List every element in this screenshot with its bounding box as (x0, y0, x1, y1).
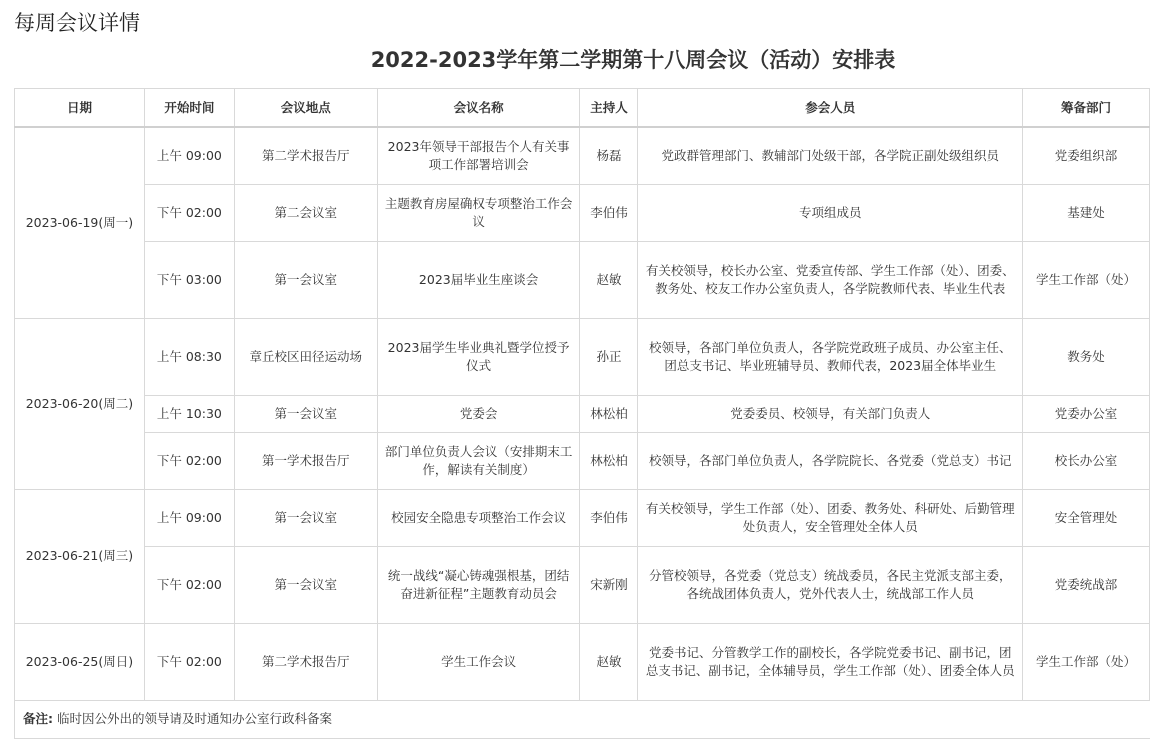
start-time-cell: 上午 09:00 (144, 127, 234, 184)
meeting-name-cell: 2023届毕业生座谈会 (377, 241, 580, 318)
column-header-location: 会议地点 (234, 89, 377, 128)
location-cell: 第二学术报告厅 (234, 127, 377, 184)
meeting-name-cell: 学生工作会议 (377, 623, 580, 700)
host-cell: 李伯伟 (580, 184, 638, 241)
department-cell: 党委组织部 (1023, 127, 1150, 184)
start-time-cell: 下午 03:00 (144, 241, 234, 318)
host-cell: 宋新刚 (580, 546, 638, 623)
department-cell: 党委办公室 (1023, 395, 1150, 432)
column-header-meeting-name: 会议名称 (377, 89, 580, 128)
start-time-cell: 下午 02:00 (144, 623, 234, 700)
note-cell (15, 700, 1150, 738)
column-header-attendees: 参会人员 (638, 89, 1023, 128)
page-heading: 每周会议详情 (14, 11, 140, 35)
meeting-name-cell: 党委会 (377, 395, 580, 432)
meeting-name-cell: 校园安全隐患专项整治工作会议 (377, 489, 580, 546)
start-time-cell: 下午 02:00 (144, 432, 234, 489)
department-cell: 党委统战部 (1023, 546, 1150, 623)
start-time-cell: 上午 08:30 (144, 318, 234, 395)
table-header-row (15, 89, 1150, 128)
location-cell: 第一会议室 (234, 546, 377, 623)
column-header-start-time: 开始时间 (144, 89, 234, 128)
attendees-cell: 党政群管理部门、教辅部门处级干部，各学院正副处级组织员 (638, 127, 1023, 184)
meeting-name-cell: 2023届学生毕业典礼暨学位授予仪式 (377, 318, 580, 395)
host-cell: 李伯伟 (580, 489, 638, 546)
note-label: 备注: (23, 711, 53, 726)
table-row (15, 127, 1150, 184)
start-time-cell: 上午 10:30 (144, 395, 234, 432)
start-time-cell: 上午 09:00 (144, 489, 234, 546)
host-cell: 赵敏 (580, 241, 638, 318)
meeting-name-cell: 2023年领导干部报告个人有关事项工作部署培训会 (377, 127, 580, 184)
table-row (15, 432, 1150, 489)
location-cell: 第一学术报告厅 (234, 432, 377, 489)
department-cell: 安全管理处 (1023, 489, 1150, 546)
attendees-cell: 分管校领导，各党委（党总支）统战委员，各民主党派支部主委，各统战团体负责人，党外代表人士，统战部工作人员 (638, 546, 1023, 623)
column-header-host: 主持人 (580, 89, 638, 128)
column-header-date: 日期 (15, 89, 145, 128)
attendees-cell: 党委书记、分管教学工作的副校长，各学院党委书记、副书记，团总支书记、副书记，全体辅导员，学生工作部（处）、团委全体人员 (638, 623, 1023, 700)
host-cell: 杨磊 (580, 127, 638, 184)
attendees-cell: 校领导，各部门单位负责人，各学院党政班子成员、办公室主任、团总支书记、毕业班辅导员、教师代表，2023届全体毕业生 (638, 318, 1023, 395)
column-header-department: 筹备部门 (1023, 89, 1150, 128)
attendees-cell: 有关校领导，学生工作部（处）、团委、教务处、科研处、后勤管理处负责人，安全管理处全体人员 (638, 489, 1023, 546)
table-row (15, 395, 1150, 432)
host-cell: 孙正 (580, 318, 638, 395)
meeting-name-cell: 部门单位负责人会议（安排期末工作，解读有关制度） (377, 432, 580, 489)
location-cell: 第二会议室 (234, 184, 377, 241)
table-row (15, 623, 1150, 700)
department-cell: 学生工作部（处） (1023, 623, 1150, 700)
attendees-cell: 专项组成员 (638, 184, 1023, 241)
date-cell: 2023-06-25(周日) (15, 623, 145, 700)
department-cell: 基建处 (1023, 184, 1150, 241)
department-cell: 教务处 (1023, 318, 1150, 395)
date-cell: 2023-06-21(周三) (15, 489, 145, 623)
date-cell: 2023-06-20(周二) (15, 318, 145, 489)
host-cell: 林松柏 (580, 432, 638, 489)
date-cell: 2023-06-19(周一) (15, 127, 145, 318)
location-cell: 第一会议室 (234, 489, 377, 546)
location-cell: 第一会议室 (234, 395, 377, 432)
table-row (15, 241, 1150, 318)
start-time-cell: 下午 02:00 (144, 546, 234, 623)
table-row (15, 318, 1150, 395)
host-cell: 林松柏 (580, 395, 638, 432)
attendees-cell: 校领导，各部门单位负责人，各学院院长、各党委（党总支）书记 (638, 432, 1023, 489)
location-cell: 章丘校区田径运动场 (234, 318, 377, 395)
note-row (15, 700, 1150, 738)
meeting-name-cell: 统一战线“凝心铸魂强根基，团结奋进新征程”主题教育动员会 (377, 546, 580, 623)
location-cell: 第一会议室 (234, 241, 377, 318)
start-time-cell: 下午 02:00 (144, 184, 234, 241)
meeting-schedule-table (14, 88, 1150, 739)
table-row (15, 546, 1150, 623)
meeting-name-cell: 主题教育房屋确权专项整治工作会议 (377, 184, 580, 241)
table-row (15, 489, 1150, 546)
location-cell: 第二学术报告厅 (234, 623, 377, 700)
attendees-cell: 党委委员、校领导，有关部门负责人 (638, 395, 1023, 432)
note-text: 临时因公外出的领导请及时通知办公室行政科备案 (56, 711, 332, 726)
schedule-title: 2022-2023学年第二学期第十八周会议（活动）安排表 (370, 48, 896, 72)
table-row (15, 184, 1150, 241)
department-cell: 校长办公室 (1023, 432, 1150, 489)
attendees-cell: 有关校领导，校长办公室、党委宣传部、学生工作部（处）、团委、教务处、校友工作办公室负责人，各学院教师代表、毕业生代表 (638, 241, 1023, 318)
host-cell: 赵敏 (580, 623, 638, 700)
department-cell: 学生工作部（处） (1023, 241, 1150, 318)
